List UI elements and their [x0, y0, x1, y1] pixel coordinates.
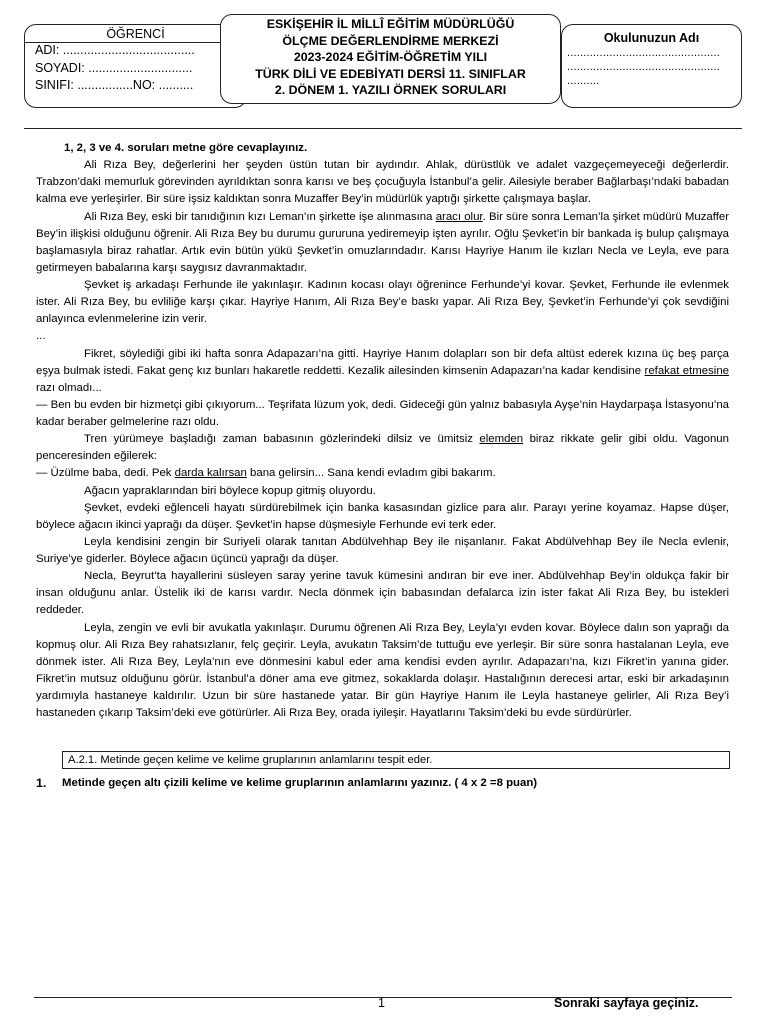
paragraph: Ağacın yapraklarından biri böylece kopup gitmiş oluyordu.: [84, 484, 376, 497]
header-divider: [24, 128, 742, 129]
dialogue-line: — Üzülme baba, dedi. Pek darda kalırsan bana gelirsin... Sana kendi evladım gibi bakarım.: [36, 467, 496, 480]
instruction: 1, 2, 3 ve 4. soruları metne göre cevaplayınız.: [64, 142, 308, 154]
paragraph: Fikret, söylediği gibi iki hafta sonra Adapazarı’na gitti. Hayriye Hanım dolapları son bir defa altüst ederek kızına üç beş parça eşya bulmak istedi. Fakat genç kız bunları hakaretle reddetti. Kezalik ailesinden kimsenin Adapazarı’na kadar kendisine refakat etmesine razı olmadı...: [36, 347, 729, 394]
school-line-3: ..........: [567, 75, 600, 87]
underlined-phrase: elemden: [479, 433, 524, 446]
question-number: 1.: [36, 776, 47, 790]
paragraph: Leyla, zengin ve evli bir avukatla yakınlaşır. Durumu öğrenen Ali Rıza Bey, Leyla’yı evden kovar. Böylece dalın son yaprağı da kopmuş olur. Ali Rıza Bey rahatsızlanır, felç geçirir. Leyla, avukatın Taksim’de tuttuğu eve yerleşir. Bir süre sonra hastalanan Leyla, eve dönmek ister. Ali Rıza Bey, Leyla’nın eve dönmesini kabul eder ama kendisi evden ayrılır. Adapazarı’na, kızı Fikret’in yanına gider. Fikret’in mutsuz olduğunu görür. İstanbul’a döner ama eve gitmez, sokaklarda dolaşır. Hastalığının derecesi artar, eski bir arkadaşının yardımıyla hastaneye kaldırılır. Uzun bir süre hastanede yatar. Bir gün Hayriye Hanım ile Leyla hastaneye gelirler, Ali Rıza Bey’i hastaneden çıkarıp Taksim’deki eve götürürler. Ali Rıza Bey, orada iyileşir. Hayatlarını Taksim’deki bu evde sürdürürler.: [36, 621, 729, 720]
header-line-1: ESKİŞEHİR İL MİLLÎ EĞİTİM MÜDÜRLÜĞÜ: [266, 17, 515, 31]
paragraph: Şevket iş arkadaşı Ferhunde ile yakınlaşır. Kadının kocası olayı öğrenince Ferhunde’yi kovar. Şevket, Ferhunde ile evlenmek ister. Ali Rıza Bey, bu evliliğe karşı çıkar. Hayriye Hanım, Ali Rıza Bey’e baskı yapar. Ali Rıza Bey, Şevket’in Ferhunde’yi çok sevdiğini anlayınca evlenmelerine izin verir.: [36, 279, 729, 326]
student-info-box: [24, 24, 247, 108]
question-text: Metinde geçen altı çizili kelime ve kelime gruplarının anlamlarını yazınız. ( 4 x 2 =8 puan): [62, 777, 538, 789]
learning-outcome-box: A.2.1. Metinde geçen kelime ve kelime gruplarının anlamlarını tespit eder.: [62, 751, 730, 769]
header-line-5: 2. DÖNEM 1. YAZILI ÖRNEK SORULARI: [274, 83, 507, 97]
underlined-phrase: refakat etmesine: [644, 364, 729, 377]
student-class-no-field: SINIFI: ................NO: ..........: [35, 78, 194, 92]
page-number: 1: [378, 996, 385, 1010]
exam-header: [220, 14, 561, 104]
underlined-phrase: darda kalırsan: [174, 467, 247, 480]
paragraph: Şevket, evdeki eğlenceli hayatı sürdürebilmek için banka kasasından gizlice para alır. Parayı yerine koyamaz. Hapse düşer, böylece ağacın ikinci yaprağı da düşer. Şevket’in hapse düşmesiyle Ferhunde evi terk eder.: [36, 501, 729, 531]
paragraph: Tren yürümeye başladığı zaman babasının gözlerindeki dilsiz ve ümitsiz elemden biraz rikkate gelir gibi oldu. Vagonun penceresinden eğilerek:: [36, 433, 729, 463]
reading-passage: [36, 140, 729, 722]
student-name-field: ADI: ......................................: [35, 43, 195, 57]
next-page-note: Sonraki sayfaya geçiniz.: [554, 996, 699, 1010]
student-box-title: ÖĞRENCİ: [25, 27, 246, 43]
school-line-1: ...............................................: [567, 47, 721, 59]
paragraph: Necla, Beyrut’ta hayallerini süsleyen saray yerine tavuk kümesini andıran bir eve iner. Abdülvehhap Bey’in oldukça fakir bir insan olduğunu anlar. Üstelik iki de karısı vardır. Necla dönmek için babasından defalarca izin ister fakat Ali Rıza Bey, bu istekleri reddeder.: [36, 570, 729, 617]
student-surname-field: SOYADI: ..............................: [35, 61, 193, 75]
paragraph: Leyla kendisini zengin bir Suriyeli olarak tanıtan Abdülvehhap Bey ile nişanlanır. Fakat Abdülvehhap Bey ile Necla evlenir, Suriye’ye giderler. Böylece ağacın üçüncü yaprağı da düşer.: [36, 535, 729, 565]
underlined-phrase: aracı olur: [435, 210, 483, 223]
dialogue-line: — Ben bu evden bir hizmetçi gibi çıkıyorum... Teşrifata lüzum yok, dedi. Gideceği gün yalnız babasıyla Ayşe’nin Haydarpaşa İstasyonu’na kadar beraber gelmelerine razı oldu.: [36, 398, 729, 428]
school-name-box: [561, 24, 742, 108]
paragraph: Ali Rıza Bey, eski bir tanıdığının kızı Leman’ın şirkette işe alınmasına aracı olur. Bir süre sonra Leman’la şirket müdürü Muzaffer Bey’in ilişkisi olduğunu öğrenir. Ali Rıza Bey bu durumu gururuna yediremeyip işten ayrılır. Oğlu Şevket’in bir bankada iş bulup çalışmaya başlamasıyla biraz rahatlar. Artık evin bütün yükü Şevket’in omuzlarındadır. Karısı Hayriye Hanım ile kızları Necla ve Leyla, eve para getirmeyen babalarına karşı saygısız davranmaktadır.: [36, 210, 729, 274]
header-line-3: 2023-2024 EĞİTİM-ÖĞRETİM YILI: [293, 50, 488, 64]
school-line-2: ...............................................: [567, 61, 721, 73]
header-line-2: ÖLÇME DEĞERLENDİRME MERKEZİ: [282, 33, 499, 48]
paragraph: Ali Rıza Bey, değerlerini her şeyden üstün tutan bir aydındır. Ahlak, dürüstlük ve adalet vazgeçemeyeceği değerlerdir. Trabzon’daki memurluk görevinden ayrıldıktan sonra karısı ve beş çocuğuyla İstanbul’a gelir. Ailesiyle beraber Bağlarbaşı’ndaki babadan kalma eve yerleşirler. Bir süre işsiz kaldıktan sonra Muzaffer Bey’in müdürlük yaptığı şirkette çalışmaya başlar.: [36, 159, 729, 206]
school-box-title: Okulunuzun Adı: [603, 31, 700, 45]
ellipsis: ...: [36, 330, 46, 343]
header-line-4: TÜRK DİLİ VE EDEBİYATI DERSİ 11. SINIFLAR: [255, 66, 526, 81]
